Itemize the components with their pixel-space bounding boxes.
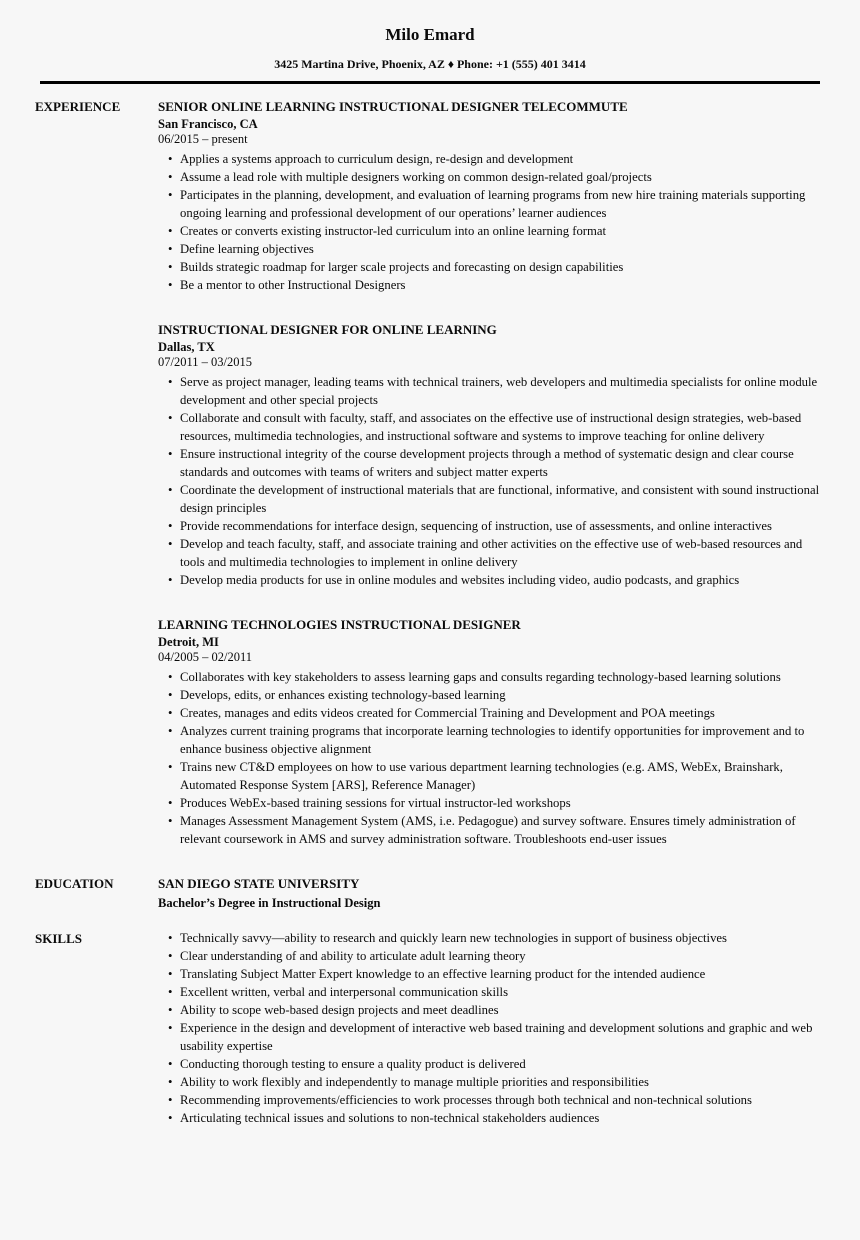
- bullet-item: • Articulating technical issues and solutions to non-technical stakeholders audiences: [158, 1109, 822, 1127]
- bullet-item: • Collaborate and consult with faculty, staff, and associates on the effective use of instructional design strategies, web-based resources, multimedia technologies, and instructional software and systems to improve teaching for online delivery: [158, 409, 822, 445]
- job-bullet-list: [158, 373, 822, 589]
- bullet-item: • Trains new CT&D employees on how to use various department learning technologies (e.g. AMS, WebEx, Brainshark, Automated Response System [ARS], Reference Manager): [158, 758, 822, 794]
- education-content: [158, 874, 822, 913]
- bullet-item: • Technically savvy—ability to research and quickly learn new technologies in support of business objectives: [158, 929, 822, 947]
- job-location: Dallas, TX: [158, 340, 215, 354]
- section-label-experience: EXPERIENCE: [35, 99, 121, 114]
- bullet-item: • Develop media products for use in online modules and websites including video, audio podcasts, and graphics: [158, 571, 822, 589]
- bullet-item: • Manages Assessment Management System (AMS, i.e. Pedagogue) and survey software. Ensures timely administration of relevant coursework in AMS and survey administration software. Troubleshoots end-user issues: [158, 812, 822, 848]
- resume-header: [0, 0, 860, 84]
- bullet-item: • Be a mentor to other Instructional Designers: [158, 276, 822, 294]
- bullet-item: • Serve as project manager, leading teams with technical trainers, web developers and multimedia specialists for online module development and other special projects: [158, 373, 822, 409]
- experience-section: [0, 97, 860, 848]
- bullet-item: • Creates, manages and edits videos created for Commercial Training and Development and POA meetings: [158, 704, 822, 722]
- job-title: INSTRUCTIONAL DESIGNER FOR ONLINE LEARNING: [158, 322, 497, 337]
- person-name: Milo Emard: [385, 25, 475, 44]
- job-location: Detroit, MI: [158, 635, 219, 649]
- job-bullet-list: [158, 668, 822, 848]
- bullet-item: • Coordinate the development of instructional materials that are functional, informative, and consistent with sound instructional design principles: [158, 481, 822, 517]
- job-entry: [158, 320, 822, 589]
- job-dates: 07/2011 – 03/2015: [158, 355, 252, 369]
- job-location: San Francisco, CA: [158, 117, 258, 131]
- job-dates: 04/2005 – 02/2011: [158, 650, 252, 664]
- bullet-item: • Ensure instructional integrity of the course development projects through a method of systematic design and clear course standards and outcomes with teams of writers and subject matter experts: [158, 445, 822, 481]
- education-section: [0, 874, 860, 913]
- bullet-item: • Develops, edits, or enhances existing technology-based learning: [158, 686, 822, 704]
- bullet-item: • Produces WebEx-based training sessions for virtual instructor-led workshops: [158, 794, 822, 812]
- skills-section: [0, 929, 860, 1127]
- skills-list: [158, 929, 822, 1127]
- bullet-item: • Builds strategic roadmap for larger scale projects and forecasting on design capabilities: [158, 258, 822, 276]
- bullet-item: • Translating Subject Matter Expert knowledge to an effective learning product for the intended audience: [158, 965, 822, 983]
- section-label-skills: SKILLS: [35, 931, 82, 946]
- bullet-item: • Recommending improvements/efficiencies to work processes through both technical and non-technical solutions: [158, 1091, 822, 1109]
- bullet-item: • Applies a systems approach to curriculum design, re-design and development: [158, 150, 822, 168]
- bullet-item: • Provide recommendations for interface design, sequencing of instruction, use of assessments, and online interactives: [158, 517, 822, 535]
- bullet-item: • Experience in the design and development of interactive web based training and development solutions and graphic and web usability expertise: [158, 1019, 822, 1055]
- job-dates: 06/2015 – present: [158, 132, 248, 146]
- job-title: SENIOR ONLINE LEARNING INSTRUCTIONAL DESIGNER TELECOMMUTE: [158, 99, 628, 114]
- bullet-item: • Assume a lead role with multiple designers working on common design-related goal/projects: [158, 168, 822, 186]
- bullet-item: • Creates or converts existing instructor-led curriculum into an online learning format: [158, 222, 822, 240]
- job-entry: [158, 615, 822, 848]
- bullet-item: • Excellent written, verbal and interpersonal communication skills: [158, 983, 822, 1001]
- experience-content: [158, 97, 822, 848]
- bullet-item: • Collaborates with key stakeholders to assess learning gaps and consults regarding technology-based learning solutions: [158, 668, 822, 686]
- bullet-item: • Conducting thorough testing to ensure a quality product is delivered: [158, 1055, 822, 1073]
- bullet-item: • Analyzes current training programs that incorporate learning technologies to identify opportunities for improvement and to enhance business objective alignment: [158, 722, 822, 758]
- bullet-item: • Define learning objectives: [158, 240, 822, 258]
- bullet-item: • Participates in the planning, development, and evaluation of learning programs from new hire training materials supporting ongoing learning and professional development of our operations’ learner audiences: [158, 186, 822, 222]
- bullet-item: • Ability to scope web-based design projects and meet deadlines: [158, 1001, 822, 1019]
- bullet-item: • Develop and teach faculty, staff, and associate training and other activities on the effective use of web-based resources and tools and multimedia technologies to implement in online delivery: [158, 535, 822, 571]
- bullet-item: • Ability to work flexibly and independently to manage multiple priorities and responsibilities: [158, 1073, 822, 1091]
- section-label-education: EDUCATION: [35, 876, 114, 891]
- skills-content: [158, 929, 822, 1127]
- job-bullet-list: [158, 150, 822, 294]
- bullet-item: • Clear understanding of and ability to articulate adult learning theory: [158, 947, 822, 965]
- header-divider: [40, 81, 820, 84]
- school-name: SAN DIEGO STATE UNIVERSITY: [158, 876, 360, 891]
- job-entry: [158, 97, 822, 294]
- contact-line: 3425 Martina Drive, Phoenix, AZ ♦ Phone: +1 (555) 401 3414: [274, 57, 586, 71]
- degree-name: Bachelor’s Degree in Instructional Design: [158, 896, 381, 910]
- job-title: LEARNING TECHNOLOGIES INSTRUCTIONAL DESIGNER: [158, 617, 521, 632]
